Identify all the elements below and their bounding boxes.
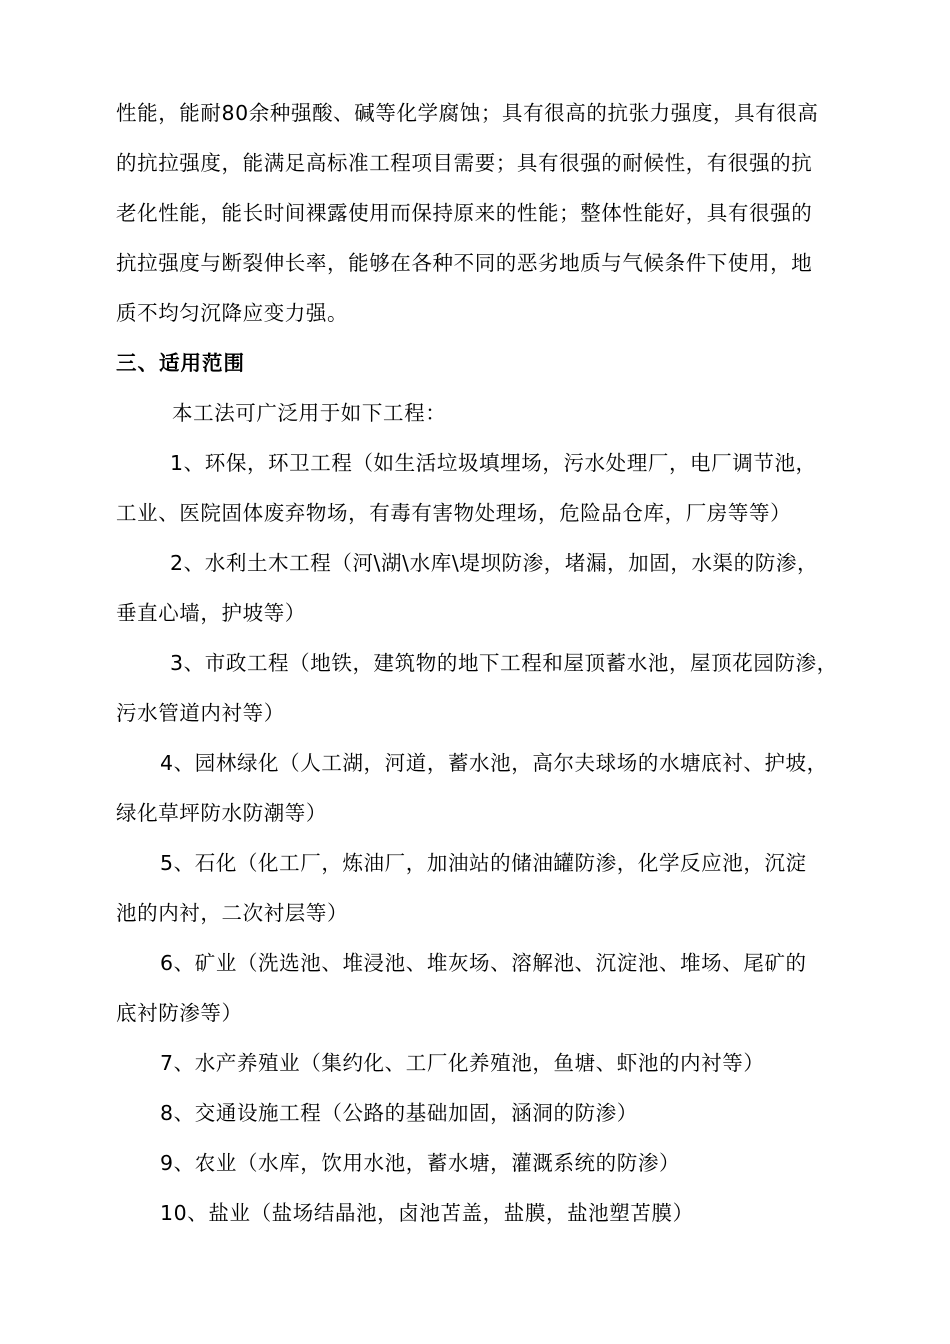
list-item-7: 7、水产养殖业（集约化、工厂化养殖池，鱼塘、虾池的内衬等） xyxy=(160,1051,765,1075)
list-item-6-line-1: 6、矿业（洗选池、堆浸池、堆灰场、溶解池、沉淀池、堆场、尾矿的 xyxy=(160,951,807,975)
intro-line-3: 老化性能，能长时间裸露使用而保持原来的性能；整体性能好，具有很强的 xyxy=(116,201,813,225)
list-item-1-line-1: 1、环保，环卫工程（如生活垃圾填埋场，污水处理厂，电厂调节池， xyxy=(170,451,817,475)
list-item-4-line-2: 绿化草坪防水防潮等） xyxy=(116,801,327,825)
list-item-1-line-2: 工业、医院固体废弃物场，有毒有害物处理场，危险品仓库，厂房等等） xyxy=(116,501,792,525)
section-heading: 三、适用范围 xyxy=(116,351,245,375)
scope-intro: 本工法可广泛用于如下工程： xyxy=(172,401,447,425)
intro-line-1: 性能，能耐80余种强酸、碱等化学腐蚀；具有很高的抗张力强度，具有很高 xyxy=(116,101,819,125)
intro-line-2: 的抗拉强度，能满足高标准工程项目需要；具有很强的耐候性，有很强的抗 xyxy=(116,151,813,175)
intro-line-4: 抗拉强度与断裂伸长率，能够在各种不同的恶劣地质与气候条件下使用，地 xyxy=(116,251,813,275)
list-item-5-line-1: 5、石化（化工厂，炼油厂，加油站的储油罐防渗，化学反应池，沉淀 xyxy=(160,851,807,875)
list-item-2-line-1: 2、水利土木工程（河\湖\水库\堤坝防渗，堵漏，加固，水渠的防渗， xyxy=(170,551,819,575)
list-item-4-line-1: 4、园林绿化（人工湖，河道，蓄水池，高尔夫球场的水塘底衬、护坡， xyxy=(160,751,828,775)
list-item-3-line-1: 3、市政工程（地铁，建筑物的地下工程和屋顶蓄水池，屋顶花园防渗， xyxy=(170,651,838,675)
list-item-9: 9、农业（水库，饮用水池，蓄水塘，灌溉系统的防渗） xyxy=(160,1151,681,1175)
list-item-3-line-2: 污水管道内衬等） xyxy=(116,701,285,725)
list-item-2-line-2: 垂直心墙，护坡等） xyxy=(116,601,306,625)
list-item-10: 10、盐业（盐场结晶池，卤池苫盖，盐膜，盐池塑苫膜） xyxy=(160,1201,694,1225)
intro-line-5: 质不均匀沉降应变力强。 xyxy=(116,301,349,325)
list-item-5-line-2: 池的内衬，二次衬层等） xyxy=(116,901,349,925)
list-item-6-line-2: 底衬防渗等） xyxy=(116,1001,243,1025)
list-item-8: 8、交通设施工程（公路的基础加固，涵洞的防渗） xyxy=(160,1101,638,1125)
